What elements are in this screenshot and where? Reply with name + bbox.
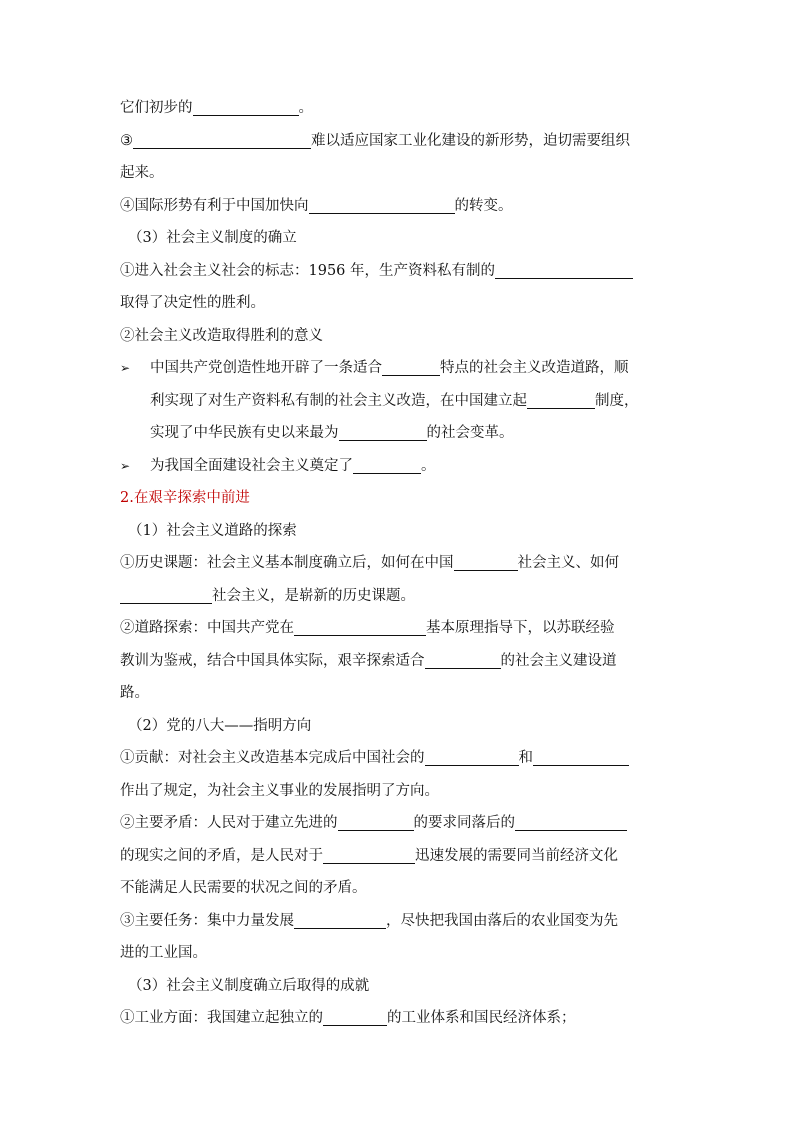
answer-blank[interactable]	[382, 357, 440, 376]
text-line	[120, 677, 676, 710]
line-text: 难以适应国家工业化建设的新形势，迫切需要组织	[311, 132, 630, 149]
line-text: ①贡献：对社会主义改造基本完成后中国社会的	[120, 750, 425, 766]
line-text: ④国际形势有利于中国加快向	[120, 197, 309, 214]
answer-blank[interactable]	[425, 650, 501, 669]
answer-blank[interactable]	[527, 390, 595, 409]
line-text: ①历史课题：社会主义基本制度确立后，如何在中国	[120, 555, 454, 571]
line-text: ②道路探索：中国共产党在	[120, 620, 294, 636]
answer-blank[interactable]	[323, 1007, 387, 1026]
subheading-text: （1）社会主义道路的探索	[128, 522, 297, 539]
line-text: ①进入社会主义社会的标志：1956 年，生产资料私有制的	[120, 262, 496, 279]
answer-blank[interactable]	[133, 130, 311, 149]
subheading-text: （3）社会主义制度确立后取得的成就	[128, 977, 370, 994]
line-text: 的社会主义建设道	[500, 652, 617, 669]
circled-number: ③	[120, 912, 135, 929]
line-text: 。	[298, 100, 313, 116]
bullet-line	[120, 352, 676, 385]
answer-blank[interactable]	[193, 97, 299, 116]
line-text: 实现了中华民族有史以来最为	[150, 425, 339, 441]
answer-blank[interactable]	[323, 845, 415, 864]
subheading	[120, 710, 676, 743]
text-line	[120, 547, 676, 580]
text-line	[120, 255, 676, 288]
section-heading-text: 2.在艰辛探索中前进	[120, 490, 250, 506]
line-text: ，尽快把我国由落后的农业国变为先	[386, 912, 618, 929]
subheading-text: （2）党的八大——指明方向	[128, 717, 312, 734]
bullet-line	[120, 450, 676, 483]
text-line	[120, 320, 676, 353]
circled-number: ③	[120, 132, 133, 149]
line-text: 的社会变革。	[426, 425, 514, 441]
text-line	[120, 775, 676, 808]
answer-blank[interactable]	[495, 260, 633, 279]
line-text: 迅速发展的需要同当前经济文化	[415, 847, 618, 864]
worksheet-page	[120, 92, 676, 1035]
answer-blank[interactable]	[120, 585, 212, 604]
text-line	[120, 125, 676, 158]
text-line	[120, 92, 676, 125]
line-text: 它们初步的	[120, 100, 193, 116]
answer-blank[interactable]	[294, 910, 386, 929]
answer-blank[interactable]	[425, 747, 519, 766]
line-text: 主要任务：集中力量发展	[134, 912, 294, 929]
subheading	[120, 970, 676, 1003]
answer-blank[interactable]	[309, 195, 455, 214]
line-text: 社会主义，是崭新的历史课题。	[212, 587, 415, 604]
text-line	[120, 287, 676, 320]
answer-blank[interactable]	[338, 812, 414, 831]
line-text: 进的工业国。	[120, 945, 207, 961]
line-text: 的要求同落后的	[413, 815, 515, 831]
answer-blank[interactable]	[353, 455, 421, 474]
line-text: 的现实之间的矛盾，是人民对于	[120, 847, 323, 864]
line-text: 中国共产党创造性地开辟了一条适合	[150, 360, 382, 376]
line-text: ①工业方面：我国建立起独立的	[120, 1010, 323, 1026]
text-line	[120, 937, 676, 970]
text-line	[120, 905, 676, 938]
line-text: 教训为鉴戒，结合中国具体实际，艰辛探索适合	[120, 652, 425, 669]
line-text: 基本原理指导下，以苏联经验	[426, 620, 615, 636]
line-text: 起来。	[120, 165, 164, 181]
text-line	[120, 612, 676, 645]
line-text: 社会主义、如何	[517, 555, 619, 571]
line-text: 路。	[120, 685, 149, 701]
answer-blank[interactable]	[294, 617, 426, 636]
text-line	[120, 580, 676, 613]
line-text: 取得了决定性的胜利。	[120, 295, 265, 311]
text-line	[120, 417, 676, 450]
answer-blank[interactable]	[454, 552, 518, 571]
text-line	[120, 645, 676, 678]
line-text: 制度，	[595, 392, 639, 409]
arrow-bullet-icon: ➢	[120, 361, 131, 375]
line-text: ②主要矛盾：人民对于建立先进的	[120, 815, 338, 831]
text-line	[120, 190, 676, 223]
subheading	[120, 515, 676, 548]
line-text: 不能满足人民需要的状况之间的矛盾。	[120, 880, 367, 896]
arrow-bullet-icon: ➢	[120, 458, 131, 473]
subheading-text: （3）社会主义制度的确立	[128, 230, 297, 246]
text-line	[120, 840, 676, 873]
line-text: 作出了规定，为社会主义事业的发展指明了方向。	[120, 782, 439, 799]
line-text: 特点的社会主义改造道路，顺	[440, 360, 629, 376]
text-line	[120, 157, 676, 190]
text-line	[120, 1002, 676, 1035]
line-text: 的工业体系和国民经济体系；	[387, 1010, 576, 1026]
line-text: 利实现了对生产资料私有制的社会主义改造，在中国建立起	[150, 392, 527, 409]
answer-blank[interactable]	[515, 812, 627, 831]
line-text: 和	[518, 750, 533, 766]
text-line	[120, 742, 676, 775]
subheading	[120, 222, 676, 255]
section-heading	[120, 482, 676, 515]
line-text: 。	[421, 457, 436, 474]
line-text: ②社会主义改造取得胜利的意义	[120, 327, 323, 344]
answer-blank[interactable]	[533, 747, 629, 766]
text-line	[120, 807, 676, 840]
text-line	[120, 385, 676, 418]
answer-blank[interactable]	[339, 422, 427, 441]
line-text: 的转变。	[454, 197, 513, 214]
line-text: 为我国全面建设社会主义奠定了	[150, 457, 353, 474]
text-line	[120, 872, 676, 905]
